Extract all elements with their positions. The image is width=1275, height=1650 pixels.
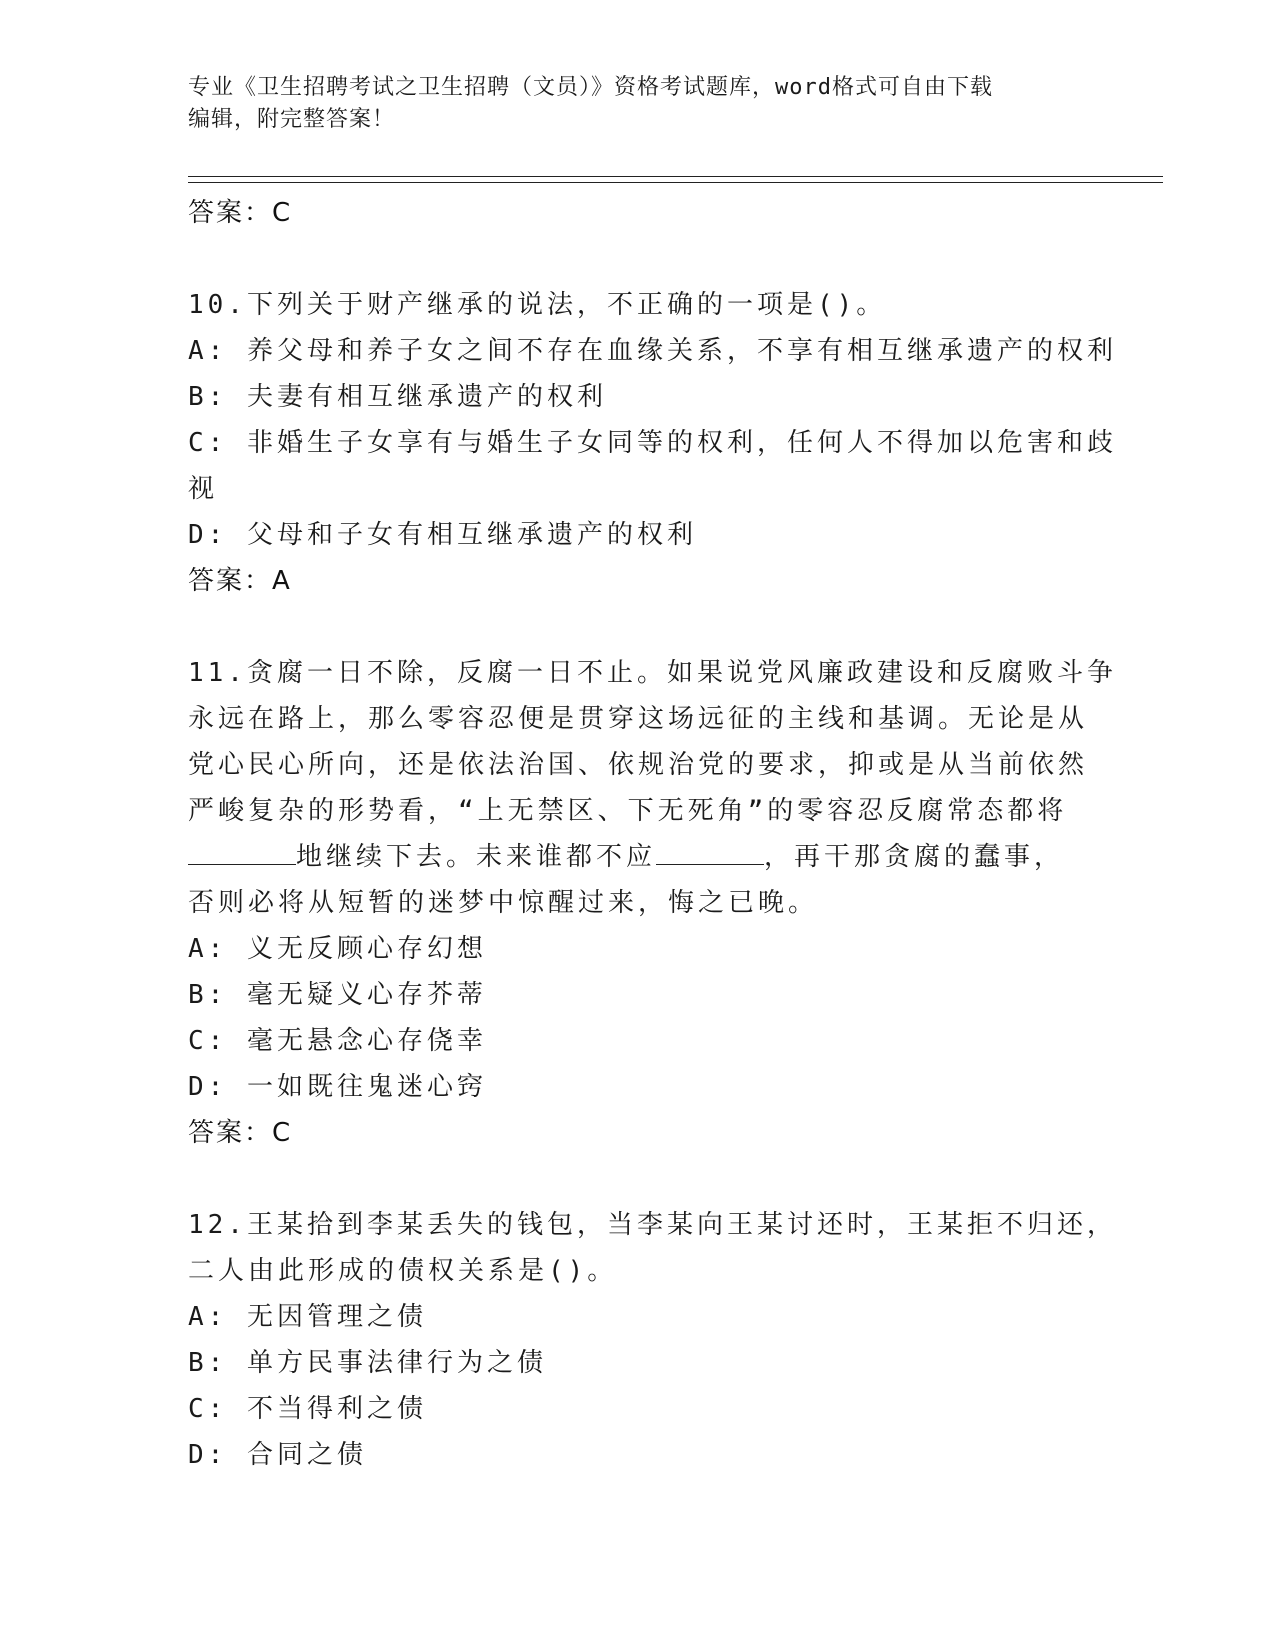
question-11 bbox=[188, 650, 1117, 1156]
question-stem-line-3: 党心民心所向，还是依法治国、依规治党的要求，抑或是从当前依然 bbox=[188, 750, 1089, 780]
option-c: C: 毫无悬念心存侥幸 bbox=[188, 1026, 487, 1056]
option-a: A: 无因管理之债 bbox=[188, 1302, 427, 1332]
question-stem-line-2: 永远在路上，那么零容忍便是贯穿这场远征的主线和基调。无论是从 bbox=[188, 704, 1089, 734]
option-a: A: 养父母和养子女之间不存在血缘关系，不享有相互继承遗产的权利 bbox=[188, 336, 1117, 366]
fill-blank-1 bbox=[188, 840, 296, 865]
document-body bbox=[188, 190, 1117, 1478]
spacer bbox=[188, 1156, 1088, 1202]
option-d: D: 一如既往鬼迷心窍 bbox=[188, 1072, 487, 1102]
option-d: D: 父母和子女有相互继承遗产的权利 bbox=[188, 520, 697, 550]
header-line-2: 编辑，附完整答案！ bbox=[188, 107, 396, 132]
question-stem: 10.下列关于财产继承的说法，不正确的一项是()。 bbox=[188, 290, 887, 320]
blank-line-part-2: ，再干那贪腐的蠢事， bbox=[764, 842, 1065, 872]
previous-answer: 答案：C bbox=[188, 198, 293, 228]
header-divider-top bbox=[188, 176, 1163, 177]
option-c: C: 非婚生子女享有与婚生子女同等的权利，任何人不得加以危害和歧 bbox=[188, 428, 1117, 458]
question-stem-line-4: 严峻复杂的形势看，“上无禁区、下无死角”的零容忍反腐常态都将 bbox=[188, 796, 1068, 826]
question-stem-line-2: 二人由此形成的债权关系是()。 bbox=[188, 1256, 618, 1286]
option-d: D: 合同之债 bbox=[188, 1440, 367, 1470]
question-answer: 答案：C bbox=[188, 1118, 293, 1148]
option-b: B: 毫无疑义心存芥蒂 bbox=[188, 980, 487, 1010]
question-stem-line-6: 否则必将从短暂的迷梦中惊醒过来，悔之已晚。 bbox=[188, 888, 819, 918]
option-c-continued: 视 bbox=[188, 474, 219, 504]
header-divider-bottom bbox=[188, 182, 1163, 183]
spacer bbox=[188, 604, 1088, 650]
option-c: C: 不当得利之债 bbox=[188, 1394, 427, 1424]
header-line-1: 专业《卫生招聘考试之卫生招聘（文员）》资格考试题库，word格式可自由下载 bbox=[188, 75, 993, 100]
question-stem-line-5 bbox=[188, 834, 1088, 880]
question-stem-line-1: 11.贪腐一日不除，反腐一日不止。如果说党风廉政建设和反腐败斗争 bbox=[188, 658, 1117, 688]
question-answer: 答案：A bbox=[188, 566, 292, 596]
question-stem-line-1: 12.王某拾到李某丢失的钱包，当李某向王某讨还时，王某拒不归还， bbox=[188, 1210, 1117, 1240]
document-header bbox=[188, 72, 1068, 136]
spacer bbox=[188, 236, 1088, 282]
option-a: A: 义无反顾心存幻想 bbox=[188, 934, 487, 964]
option-b: B: 单方民事法律行为之债 bbox=[188, 1348, 547, 1378]
fill-blank-2 bbox=[656, 840, 764, 865]
option-b: B: 夫妻有相互继承遗产的权利 bbox=[188, 382, 607, 412]
blank-line-part-1: 地继续下去。未来谁都不应 bbox=[296, 842, 657, 872]
question-12 bbox=[188, 1202, 1117, 1478]
question-10 bbox=[188, 282, 1117, 604]
